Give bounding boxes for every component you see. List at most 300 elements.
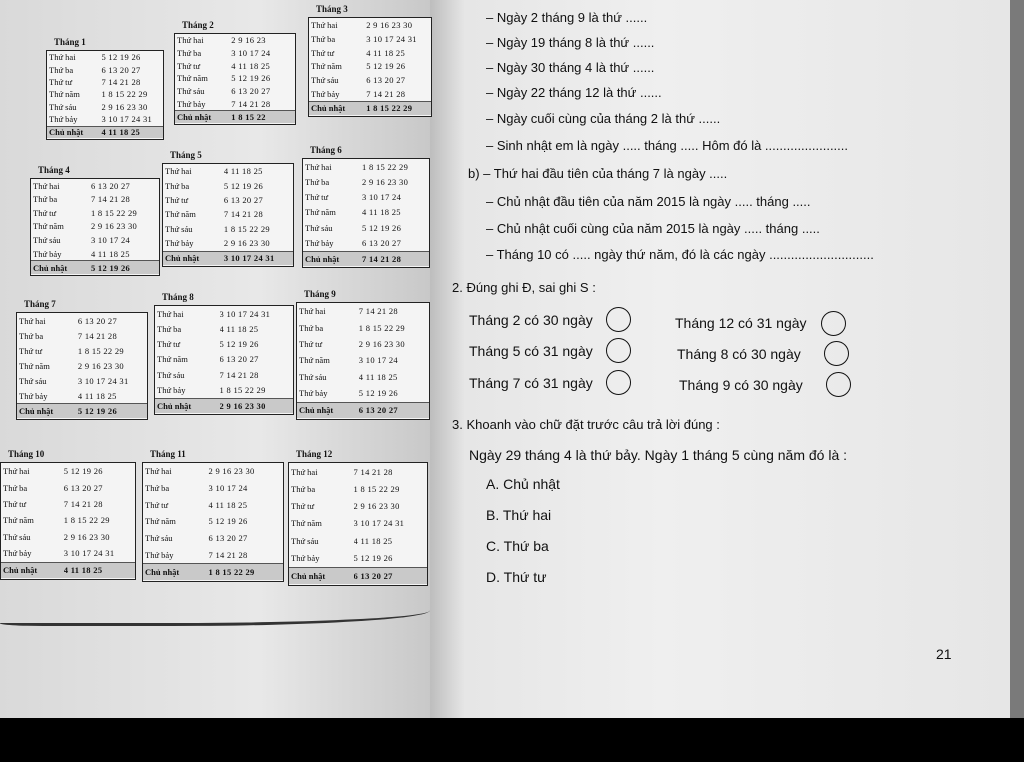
day-numbers: 5 12 19 26 (77, 406, 117, 416)
weekday-label: Thứ hai (165, 166, 192, 177)
month-title: Tháng 11 (150, 449, 186, 459)
calendar-month (46, 37, 164, 140)
month-title: Tháng 4 (38, 165, 70, 175)
q2-title: 2. Đúng ghi Đ, sai ghi S : (452, 280, 596, 295)
weekday-row (175, 72, 295, 85)
day-numbers: 7 14 21 28 (90, 194, 131, 205)
weekday-row (309, 73, 431, 87)
weekday-row (297, 385, 429, 401)
month-title: Tháng 12 (296, 449, 333, 459)
month-title: Tháng 1 (54, 37, 86, 47)
day-numbers: 7 14 21 28 (366, 89, 406, 100)
weekday-label: Thứ bảy (299, 388, 328, 399)
page-number: 21 (936, 646, 952, 662)
weekday-label: Thứ sáu (19, 375, 47, 386)
weekday-label: Chủ nhật (311, 103, 346, 114)
month-title: Tháng 9 (304, 289, 336, 299)
weekday-row (289, 567, 427, 584)
weekday-row (31, 233, 159, 247)
day-numbers: 6 13 20 27 (231, 86, 271, 97)
question-line: – Sinh nhật em là ngày ..... tháng ..... Hôm đó là ....................... (486, 138, 849, 153)
question-line: – Ngày 30 tháng 4 là thứ ...... (486, 60, 655, 75)
answer-circle[interactable] (606, 370, 631, 395)
weekday-label: Thứ năm (291, 518, 322, 529)
weekday-row (289, 480, 427, 497)
weekday-label: Thứ sáu (305, 222, 333, 233)
weekday-row (1, 512, 135, 528)
weekday-row (47, 51, 163, 63)
day-numbers: 7 14 21 28 (353, 466, 393, 477)
day-numbers: 4 11 18 25 (366, 47, 405, 58)
day-numbers: 3 10 17 24 (358, 355, 398, 366)
weekday-label: Thứ năm (157, 354, 188, 365)
month-title: Tháng 8 (162, 292, 194, 302)
day-numbers: 6 13 20 27 (223, 195, 263, 206)
weekday-row (163, 178, 293, 192)
page-edge (0, 600, 430, 626)
weekday-row (297, 369, 429, 385)
weekday-label: Thứ sáu (177, 86, 205, 97)
weekday-row (17, 328, 147, 343)
weekday-label: Thứ tư (49, 77, 73, 88)
month-grid (142, 462, 284, 582)
weekday-row (163, 236, 293, 250)
weekday-row (297, 319, 429, 335)
weekday-label: Thứ tư (305, 192, 329, 203)
day-numbers: 6 13 20 27 (63, 482, 103, 493)
weekday-row (143, 463, 283, 480)
weekday-row (303, 251, 429, 266)
day-numbers: 6 13 20 27 (77, 315, 117, 326)
weekday-label: Thứ bảy (3, 548, 32, 559)
month-grid (46, 50, 164, 140)
day-numbers: 6 13 20 27 (101, 64, 141, 75)
q2-item: Tháng 9 có 30 ngày (679, 377, 803, 393)
day-numbers: 3 10 17 24 (208, 483, 248, 494)
day-numbers: 6 13 20 27 (219, 354, 259, 365)
weekday-label: Chủ nhật (3, 565, 38, 576)
q2-item: Tháng 12 có 31 ngày (675, 315, 807, 331)
weekday-row (175, 85, 295, 98)
day-numbers: 4 11 18 25 (223, 166, 263, 177)
question-line: – Chủ nhật cuối cùng của năm 2015 là ngày ..... tháng ..... (486, 221, 820, 236)
weekday-row (143, 480, 283, 497)
weekday-label: Thứ tư (19, 345, 43, 356)
weekday-label: Thứ tư (145, 499, 169, 510)
weekday-label: Thứ ba (3, 482, 28, 493)
day-numbers: 4 11 18 25 (77, 390, 117, 401)
day-numbers: 7 14 21 28 (63, 499, 103, 510)
weekday-label: Thứ ba (177, 48, 202, 59)
answer-circle[interactable] (606, 338, 631, 363)
day-numbers: 3 10 17 24 31 (353, 518, 405, 529)
weekday-label: Thứ bảy (311, 89, 340, 100)
weekday-row (17, 373, 147, 388)
q3-option[interactable]: D. Thứ tư (486, 569, 547, 585)
weekday-row (1, 545, 135, 561)
question-line: – Ngày 22 tháng 12 là thứ ...... (486, 85, 662, 100)
weekday-label: Thứ năm (311, 61, 342, 72)
month-grid (302, 158, 430, 268)
q2-item: Tháng 7 có 31 ngày (469, 375, 593, 391)
day-numbers: 6 13 20 27 (366, 75, 406, 86)
day-numbers: 4 11 18 25 (101, 127, 141, 138)
calendar-month (302, 145, 430, 268)
weekday-label: Thứ hai (3, 466, 30, 477)
weekday-label: Thứ hai (145, 466, 172, 477)
weekday-label: Chủ nhật (305, 253, 340, 264)
day-numbers: 4 11 18 25 (353, 535, 393, 546)
day-numbers: 3 10 17 24 (362, 192, 402, 203)
calendar-month (288, 449, 428, 586)
weekday-label: Chủ nhật (157, 400, 192, 411)
weekday-row (17, 388, 147, 403)
month-title: Tháng 6 (310, 145, 342, 155)
weekday-row (303, 205, 429, 220)
weekday-row (17, 403, 147, 418)
weekday-row (17, 343, 147, 358)
weekday-label: Thứ sáu (33, 235, 61, 246)
month-grid (174, 33, 296, 125)
weekday-row (1, 463, 135, 479)
day-numbers: 3 10 17 24 (231, 48, 271, 59)
weekday-label: Thứ hai (177, 35, 204, 46)
weekday-label: Chủ nhật (145, 567, 180, 578)
weekday-label: Thứ tư (177, 60, 201, 71)
q3-question: Ngày 29 tháng 4 là thứ bảy. Ngày 1 tháng 5 cùng năm đó là : (469, 447, 848, 463)
day-numbers: 6 13 20 27 (208, 533, 248, 544)
weekday-label: Thứ sáu (157, 369, 185, 380)
weekday-label: Thứ bảy (157, 385, 186, 396)
day-numbers: 3 10 17 24 31 (63, 548, 115, 559)
month-title: Tháng 2 (182, 20, 214, 30)
weekday-row (289, 549, 427, 566)
weekday-row (143, 496, 283, 513)
weekday-label: Thứ sáu (165, 223, 193, 234)
day-numbers: 2 9 16 23 (231, 35, 266, 46)
day-numbers: 2 9 16 23 30 (208, 466, 255, 477)
q3-option[interactable]: C. Thứ ba (486, 538, 549, 554)
weekday-label: Thứ ba (145, 483, 170, 494)
weekday-label: Thứ sáu (49, 101, 77, 112)
weekday-label: Chủ nhật (165, 253, 200, 264)
weekday-label: Chủ nhật (19, 406, 54, 416)
day-numbers: 4 11 18 25 (219, 323, 259, 334)
question-line: – Ngày 19 tháng 8 là thứ ...... (486, 35, 655, 50)
day-numbers: 3 10 17 24 31 (77, 375, 129, 386)
day-numbers: 1 8 15 22 29 (90, 207, 138, 218)
day-numbers: 7 14 21 28 (231, 98, 271, 109)
day-numbers: 5 12 19 26 (63, 466, 103, 477)
weekday-label: Thứ ba (291, 483, 316, 494)
day-numbers: 6 13 20 27 (358, 405, 398, 416)
weekday-row (289, 515, 427, 532)
weekday-label: Thứ tư (33, 207, 57, 218)
weekday-label: Thứ ba (165, 180, 190, 191)
weekday-row (163, 164, 293, 178)
calendar-month (16, 299, 148, 420)
weekday-label: Thứ bảy (33, 248, 62, 259)
day-numbers: 3 10 17 24 31 (101, 114, 153, 125)
month-grid (0, 462, 136, 580)
day-numbers: 7 14 21 28 (77, 330, 117, 341)
day-numbers: 4 11 18 25 (231, 60, 271, 71)
day-numbers: 5 12 19 26 (231, 73, 271, 84)
weekday-row (1, 562, 135, 578)
weekday-label: Thứ hai (299, 306, 326, 317)
weekday-row (31, 247, 159, 261)
day-numbers: 5 12 19 26 (362, 222, 402, 233)
weekday-row (143, 563, 283, 580)
calendar-month (30, 165, 160, 276)
day-numbers: 1 8 15 22 29 (219, 385, 266, 396)
weekday-label: Thứ bảy (145, 549, 174, 560)
day-numbers: 7 14 21 28 (101, 77, 141, 88)
day-numbers: 3 10 17 24 31 (223, 253, 275, 264)
weekday-row (297, 336, 429, 352)
weekday-label: Thứ ba (305, 176, 330, 187)
weekday-row (163, 193, 293, 207)
weekday-row (309, 87, 431, 101)
weekday-label: Thứ năm (145, 516, 176, 527)
question-line: – Ngày cuối cùng của tháng 2 là thứ ...... (486, 111, 721, 126)
day-numbers: 1 8 15 22 29 (63, 515, 110, 526)
weekday-label: Thứ năm (19, 360, 50, 371)
month-title: Tháng 5 (170, 150, 202, 160)
day-numbers: 3 10 17 24 31 (219, 308, 271, 319)
weekday-row (309, 60, 431, 74)
answer-circle[interactable] (606, 307, 631, 332)
calendar-month (154, 292, 294, 415)
weekday-label: Thứ hai (305, 161, 332, 172)
weekday-row (155, 367, 293, 382)
day-numbers: 3 10 17 24 (90, 235, 131, 246)
calendar-month (308, 4, 432, 117)
weekday-label: Thứ bảy (305, 238, 334, 249)
weekday-row (143, 513, 283, 530)
month-grid (154, 305, 294, 415)
day-numbers: 2 9 16 23 30 (63, 531, 110, 542)
weekday-row (303, 174, 429, 189)
day-numbers: 1 8 15 22 29 (208, 567, 255, 578)
weekday-row (143, 547, 283, 564)
day-numbers: 4 11 18 25 (90, 248, 130, 259)
day-numbers: 2 9 16 23 30 (366, 19, 413, 30)
day-numbers: 6 13 20 27 (90, 180, 131, 191)
q3-title: 3. Khoanh vào chữ đặt trước câu trả lời đúng : (452, 417, 720, 432)
weekday-row (175, 98, 295, 111)
month-title: Tháng 3 (316, 4, 348, 14)
day-numbers: 1 8 15 22 (231, 112, 266, 123)
weekday-row (47, 63, 163, 75)
weekday-label: Thứ tư (299, 339, 323, 350)
day-numbers: 1 8 15 22 29 (358, 322, 405, 333)
day-numbers: 7 14 21 28 (358, 306, 398, 317)
weekday-label: Thứ năm (3, 515, 34, 526)
day-numbers: 2 9 16 23 30 (101, 101, 148, 112)
weekday-row (309, 46, 431, 60)
weekday-label: Thứ ba (299, 322, 324, 333)
weekday-label: Thứ tư (157, 339, 181, 350)
day-numbers: 5 12 19 26 (358, 388, 398, 399)
weekday-label: Thứ bảy (49, 114, 78, 125)
weekday-label: Thứ bảy (291, 553, 320, 564)
question-line: – Chủ nhật đầu tiên của năm 2015 là ngày ..... tháng ..... (486, 194, 811, 209)
weekday-label: Thứ sáu (299, 371, 327, 382)
day-numbers: 5 12 19 26 (353, 553, 393, 564)
q2-item: Tháng 5 có 31 ngày (469, 343, 593, 359)
weekday-row (31, 193, 159, 207)
weekday-row (47, 88, 163, 100)
calendar-month (162, 150, 294, 267)
calendar-month (142, 449, 284, 582)
weekday-row (303, 220, 429, 235)
answer-circle[interactable] (824, 341, 849, 366)
weekday-row (155, 337, 293, 352)
calendar-month (296, 289, 430, 420)
q2-item: Tháng 8 có 30 ngày (677, 346, 801, 362)
month-grid (296, 302, 430, 420)
weekday-row (1, 496, 135, 512)
weekday-label: Thứ hai (19, 315, 46, 326)
day-numbers: 5 12 19 26 (219, 339, 259, 350)
month-title: Tháng 7 (24, 299, 56, 309)
weekday-row (303, 159, 429, 174)
weekday-row (163, 207, 293, 221)
month-grid (288, 462, 428, 586)
weekday-row (1, 529, 135, 545)
weekday-row (309, 18, 431, 32)
question-line: b) – Thứ hai đầu tiên của tháng 7 là ngày ..... (468, 166, 728, 181)
day-numbers: 7 14 21 28 (219, 369, 259, 380)
weekday-label: Thứ bảy (165, 238, 194, 249)
weekday-label: Thứ hai (33, 180, 60, 191)
month-title: Tháng 10 (8, 449, 45, 459)
weekday-label: Thứ tư (291, 501, 315, 512)
day-numbers: 2 9 16 23 30 (219, 400, 266, 411)
weekday-label: Thứ tư (3, 499, 27, 510)
day-numbers: 4 11 18 25 (63, 565, 103, 576)
question-line: – Ngày 2 tháng 9 là thứ ...... (486, 10, 648, 25)
question-line: – Tháng 10 có ..... ngày thứ năm, đó là các ngày ............................. (486, 247, 874, 262)
weekday-label: Thứ ba (49, 64, 74, 75)
weekday-label: Thứ hai (291, 466, 318, 477)
weekday-label: Thứ hai (311, 19, 338, 30)
weekday-label: Thứ ba (19, 330, 44, 341)
weekday-label: Chủ nhật (177, 112, 212, 123)
weekday-label: Thứ năm (177, 73, 208, 84)
q3-option[interactable]: B. Thứ hai (486, 507, 552, 523)
weekday-label: Thứ hai (49, 52, 76, 63)
day-numbers: 7 14 21 28 (208, 549, 248, 560)
weekday-label: Thứ sáu (311, 75, 339, 86)
weekday-row (155, 321, 293, 336)
weekday-label: Thứ sáu (3, 531, 31, 542)
weekday-label: Thứ sáu (145, 533, 173, 544)
day-numbers: 7 14 21 28 (223, 209, 263, 220)
weekday-row (155, 382, 293, 397)
weekday-row (155, 352, 293, 367)
weekday-row (175, 34, 295, 47)
weekday-row (155, 306, 293, 321)
answer-circle[interactable] (826, 372, 851, 397)
day-numbers: 2 9 16 23 30 (362, 176, 409, 187)
weekday-row (289, 463, 427, 480)
weekday-row (31, 206, 159, 220)
day-numbers: 4 11 18 25 (358, 371, 398, 382)
weekday-label: Thứ sáu (291, 535, 319, 546)
weekday-row (303, 190, 429, 205)
day-numbers: 2 9 16 23 30 (358, 339, 405, 350)
weekday-row (47, 113, 163, 125)
day-numbers: 1 8 15 22 29 (223, 223, 270, 234)
day-numbers: 7 14 21 28 (362, 253, 402, 264)
day-numbers: 2 9 16 23 30 (90, 221, 138, 232)
day-numbers: 6 13 20 27 (362, 238, 402, 249)
weekday-label: Chủ nhật (49, 127, 84, 138)
weekday-label: Chủ nhật (33, 262, 68, 273)
month-grid (30, 178, 160, 276)
weekday-row (303, 235, 429, 250)
weekday-label: Chủ nhật (299, 405, 334, 416)
day-numbers: 5 12 19 26 (223, 180, 263, 191)
day-numbers: 1 8 15 22 29 (101, 89, 148, 100)
weekday-row (31, 220, 159, 234)
weekday-label: Thứ hai (157, 308, 184, 319)
weekday-label: Thứ năm (49, 89, 80, 100)
day-numbers: 5 12 19 26 (366, 61, 406, 72)
weekday-label: Chủ nhật (291, 570, 326, 581)
calendar-month (174, 20, 296, 125)
day-numbers: 5 12 19 26 (101, 52, 141, 63)
weekday-row (309, 32, 431, 46)
month-grid (16, 312, 148, 420)
weekday-row (17, 358, 147, 373)
weekday-label: Thứ tư (165, 195, 189, 206)
day-numbers: 4 11 18 25 (208, 499, 248, 510)
answer-circle[interactable] (821, 311, 846, 336)
day-numbers: 2 9 16 23 30 (77, 360, 124, 371)
day-numbers: 5 12 19 26 (208, 516, 248, 527)
weekday-row (47, 126, 163, 138)
weekday-label: Thứ ba (33, 194, 58, 205)
weekday-row (297, 352, 429, 368)
weekday-label: Thứ bảy (19, 390, 48, 401)
day-numbers: 2 9 16 23 30 (223, 238, 270, 249)
weekday-row (175, 59, 295, 72)
weekday-label: Thứ năm (299, 355, 330, 366)
weekday-row (1, 479, 135, 495)
day-numbers: 1 8 15 22 29 (362, 161, 409, 172)
weekday-label: Thứ năm (33, 221, 64, 232)
day-numbers: 4 11 18 25 (362, 207, 401, 218)
weekday-row (297, 402, 429, 418)
weekday-row (47, 76, 163, 88)
weekday-row (289, 498, 427, 515)
day-numbers: 6 13 20 27 (353, 570, 393, 581)
weekday-row (17, 313, 147, 328)
weekday-row (175, 110, 295, 123)
day-numbers: 1 8 15 22 29 (77, 345, 124, 356)
q3-option[interactable]: A. Chủ nhật (486, 476, 560, 492)
weekday-row (143, 530, 283, 547)
weekday-row (155, 398, 293, 413)
weekday-label: Thứ ba (311, 33, 336, 44)
weekday-row (47, 101, 163, 113)
weekday-row (309, 101, 431, 115)
weekday-row (175, 47, 295, 60)
weekday-label: Thứ bảy (177, 98, 206, 109)
